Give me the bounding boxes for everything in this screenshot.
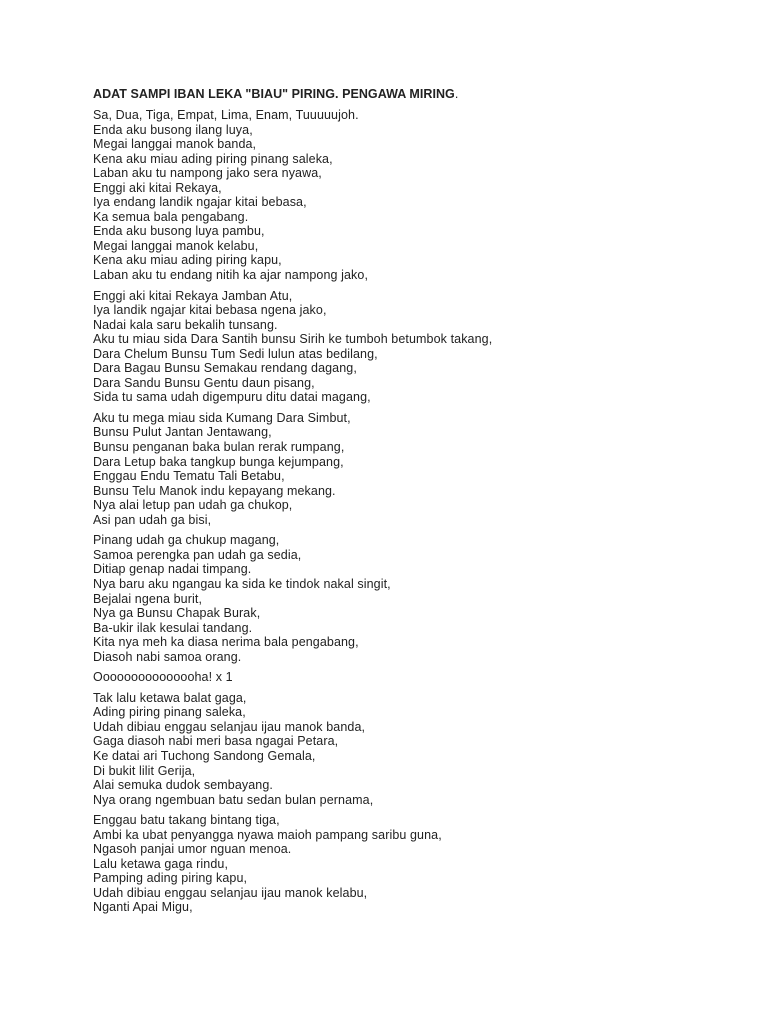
poem-line: Kena aku miau ading piring kapu,	[93, 253, 282, 268]
title-period: .	[454, 87, 459, 101]
poem-line: Udah dibiau enggau selanjau ijau manok kelabu,	[93, 885, 368, 900]
poem-line: Megai langgai manok banda,	[93, 137, 257, 152]
poem-line: Enggau batu takang bintang tiga,	[93, 813, 280, 828]
poem-line: Udah dibiau enggau selanjau ijau manok banda,	[93, 719, 366, 734]
poem-line: Ba-ukir ilak kesulai tandang.	[93, 620, 253, 635]
stanza	[93, 108, 733, 283]
poem-line: Dara Letup baka tangkup bunga kejumpang,	[93, 454, 344, 469]
poem-line: Bunsu Telu Manok indu kepayang mekang.	[93, 483, 336, 498]
poem-line: Ading piring pinang saleka,	[93, 705, 246, 720]
document-title	[93, 86, 733, 102]
poem-line: Asi pan udah ga bisi,	[93, 512, 212, 527]
poem-line: Enggi aki kitai Rekaya Jamban Atu,	[93, 288, 293, 303]
stanza	[93, 533, 733, 664]
stanza	[93, 289, 733, 405]
poem-line: Enda aku busong luya pambu,	[93, 224, 265, 239]
poem-line: Ngasoh panjai umor nguan menoa.	[93, 842, 292, 857]
poem-line: Enggi aki kitai Rekaya,	[93, 180, 222, 195]
poem-line: Enggau Endu Tematu Tali Betabu,	[93, 469, 285, 484]
poem-line: Tak lalu ketawa balat gaga,	[93, 690, 247, 705]
poem-body	[93, 108, 733, 915]
poem-line: Pamping ading piring kapu,	[93, 871, 248, 886]
poem-line: Alai semuka dudok sembayang.	[93, 778, 273, 793]
poem-line: Laban aku tu endang nitih ka ajar nampong jako,	[93, 268, 369, 283]
poem-line: Bejalai ngena burit,	[93, 591, 203, 606]
poem-line: Enda aku busong ilang luya,	[93, 122, 253, 137]
poem-line: Ke datai ari Tuchong Sandong Gemala,	[93, 748, 316, 763]
poem-line: Ooooooooooooooha! x 1	[93, 670, 233, 685]
poem-line: Iya landik ngajar kitai bebasa ngena jako,	[93, 303, 327, 318]
poem-line: Ambi ka ubat penyangga nyawa maioh pampang saribu guna,	[93, 827, 442, 842]
poem-line: Nya baru aku ngangau ka sida ke tindok nakal singit,	[93, 576, 391, 591]
poem-line: Nadai kala saru bekalih tunsang.	[93, 317, 278, 332]
poem-line: Dara Sandu Bunsu Gentu daun pisang,	[93, 375, 315, 390]
poem-line: Gaga diasoh nabi meri basa ngagai Petara,	[93, 734, 339, 749]
poem-line: Nganti Apai Migu,	[93, 900, 193, 915]
poem-line: Ka semua bala pengabang.	[93, 209, 249, 224]
stanza	[93, 813, 733, 915]
poem-line: Nya orang ngembuan batu sedan bulan pernama,	[93, 792, 374, 807]
poem-line: Kena aku miau ading piring pinang saleka,	[93, 151, 333, 166]
poem-line: Kita nya meh ka diasa nerima bala pengabang,	[93, 635, 359, 650]
poem-line: Sa, Dua, Tiga, Empat, Lima, Enam, Tuuuuujoh.	[93, 108, 359, 122]
stanza	[93, 691, 733, 807]
title-text: ADAT SAMPI IBAN LEKA "BIAU" PIRING. PENGAWA MIRING	[93, 87, 455, 101]
poem-line: Nya alai letup pan udah ga chukop,	[93, 498, 293, 513]
poem-line: Aku tu mega miau sida Kumang Dara Simbut,	[93, 410, 351, 425]
document-page	[93, 86, 733, 921]
poem-line: Bunsu Pulut Jantan Jentawang,	[93, 425, 272, 440]
poem-line: Diasoh nabi samoa orang.	[93, 649, 242, 664]
poem-line: Di bukit lilit Gerija,	[93, 763, 196, 778]
poem-line: Dara Bagau Bunsu Semakau rendang dagang,	[93, 361, 357, 376]
poem-line: Megai langgai manok kelabu,	[93, 238, 259, 253]
poem-line: Aku tu miau sida Dara Santih bunsu Sirih ke tumboh betumbok takang,	[93, 332, 493, 347]
poem-line: Lalu ketawa gaga rindu,	[93, 856, 229, 871]
poem-line: Samoa perengka pan udah ga sedia,	[93, 547, 302, 562]
poem-line: Ditiap genap nadai timpang.	[93, 562, 252, 577]
poem-line: Laban aku tu nampong jako sera nyawa,	[93, 166, 322, 181]
poem-line: Sida tu sama udah digempuru ditu datai magang,	[93, 390, 371, 405]
poem-line: Bunsu penganan baka bulan rerak rumpang,	[93, 440, 345, 455]
poem-line: Dara Chelum Bunsu Tum Sedi lulun atas bedilang,	[93, 346, 378, 361]
poem-line: Nya ga Bunsu Chapak Burak,	[93, 606, 261, 621]
stanza	[93, 411, 733, 527]
stanza	[93, 670, 733, 685]
poem-line: Pinang udah ga chukup magang,	[93, 533, 280, 548]
poem-line: Iya endang landik ngajar kitai bebasa,	[93, 195, 307, 210]
